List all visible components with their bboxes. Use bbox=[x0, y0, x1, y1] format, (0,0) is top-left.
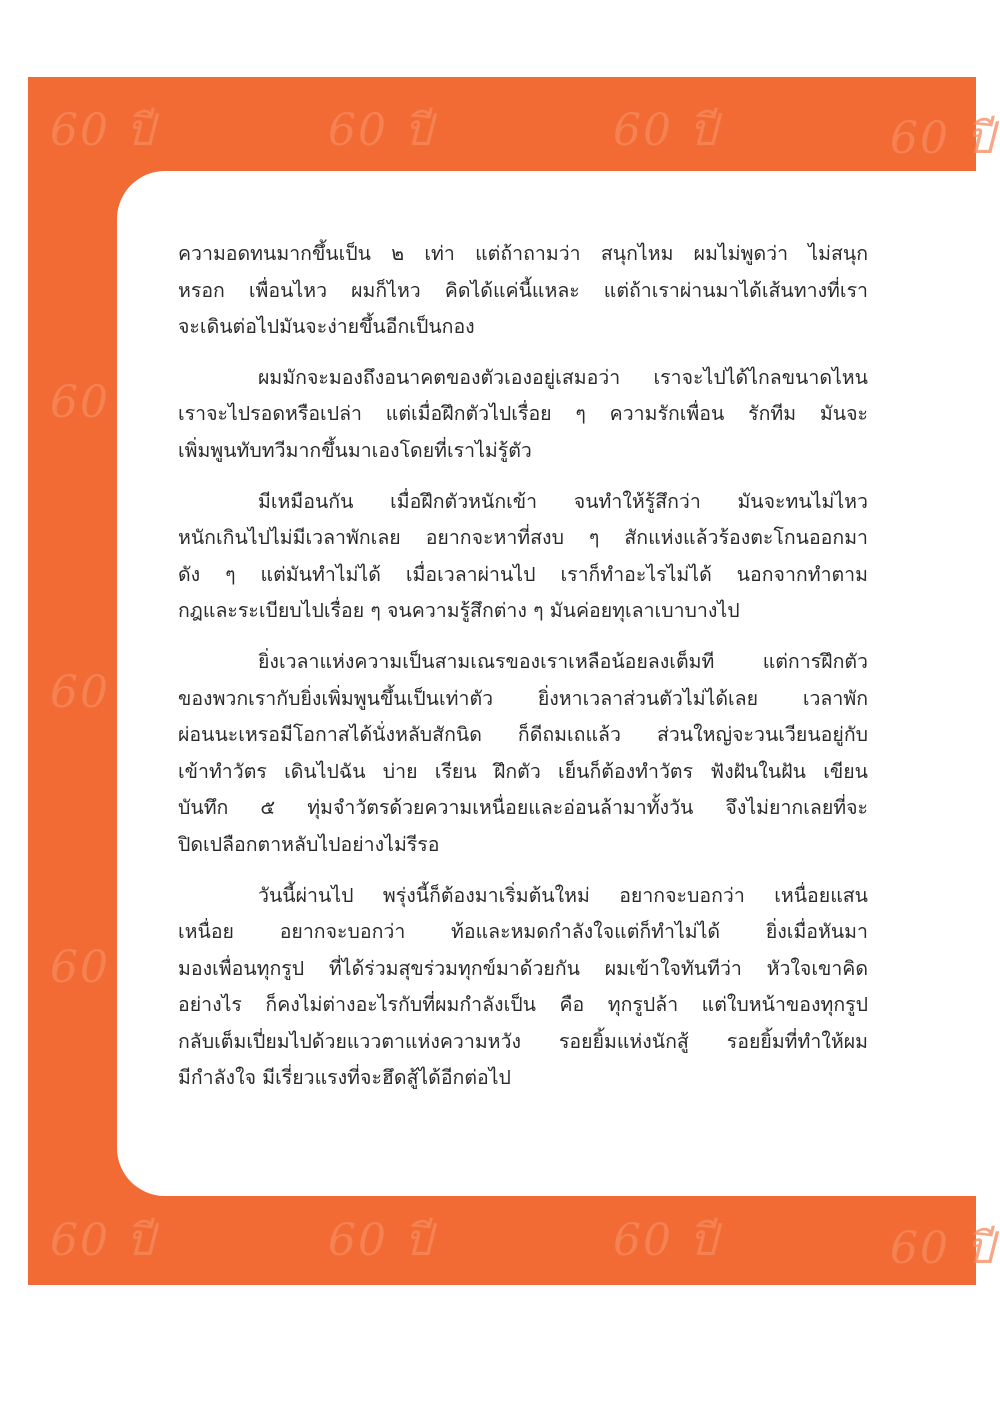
watermark-logo: 60 ปี bbox=[613, 105, 719, 156]
watermark-logo: 60 ปี bbox=[890, 113, 996, 164]
watermark-logo: 60 bbox=[50, 667, 110, 718]
paragraph bbox=[178, 236, 868, 346]
text-line: เหนื่อย อยากจะบอกว่า ท้อและหมดกำลังใจแต่ก็ทำไม่ได้ ยิ่งเมื่อหันมา bbox=[178, 920, 868, 944]
text-line: ผมมักจะมองถึงอนาคตของตัวเองอยู่เสมอว่า เราจะไปได้ไกลขนาดไหน bbox=[258, 365, 868, 389]
text-line: วันนี้ผ่านไป พรุ่งนี้ก็ต้องมาเริ่มต้นใหม่ อยากจะบอกว่า เหนื่อยแสน bbox=[258, 883, 868, 907]
text-line: เข้าทำวัตร เดินไปฉัน บ่าย เรียน ฝึกตัว เย็นก็ต้องทำวัตร ฟังฝันในฝัน เขียน bbox=[178, 759, 868, 783]
body-text bbox=[178, 236, 868, 1111]
watermark-logo: 60 ปี bbox=[50, 105, 156, 156]
text-line: ยิ่งเวลาแห่งความเป็นสามเณรของเราเหลือน้อยลงเต็มที แต่การฝึกตัว bbox=[258, 649, 868, 673]
paragraph bbox=[178, 360, 868, 470]
text-line: มีเหมือนกัน เมื่อฝึกตัวหนักเข้า จนทำให้รู้สึกว่า มันจะทนไม่ไหว bbox=[258, 489, 868, 513]
text-line: หรอก เพื่อนไหว ผมก็ไหว คิดได้แค่นี้แหละ แต่ถ้าเราผ่านมาได้เส้นทางที่เรา bbox=[178, 278, 868, 302]
text-line: จะเดินต่อไปมันจะง่ายขึ้นอีกเป็นกอง bbox=[178, 315, 475, 339]
text-line: เพิ่มพูนทับทวีมากขึ้นมาเองโดยที่เราไม่รู้ตัว bbox=[178, 438, 532, 462]
text-line: อย่างไร ก็คงไม่ต่างอะไรกับที่ผมกำลังเป็น คือ ทุกรูปล้า แต่ใบหน้าของทุกรูป bbox=[178, 993, 868, 1017]
text-line: เราจะไปรอดหรือเปล่า แต่เมื่อฝึกตัวไปเรื่อย ๆ ความรักเพื่อน รักทีม มันจะ bbox=[178, 402, 868, 426]
text-line: บันทึก ๕ ทุ่มจำวัตรด้วยความเหนื่อยและอ่อนล้ามาทั้งวัน จึงไม่ยากเลยที่จะ bbox=[178, 796, 868, 820]
text-line: หนักเกินไปไม่มีเวลาพักเลย อยากจะหาที่สงบ ๆ สักแห่งแล้วร้องตะโกนออกมา bbox=[178, 526, 868, 550]
watermark-logo: 60 ปี bbox=[50, 1215, 156, 1266]
text-line: กลับเต็มเปี่ยมไปด้วยแววตาแห่งความหวัง รอยยิ้มแห่งนักสู้ รอยยิ้มที่ทำให้ผม bbox=[178, 1029, 868, 1053]
watermark-logo: 60 bbox=[50, 942, 110, 993]
watermark-logo: 60 ปี bbox=[613, 1215, 719, 1266]
watermark-logo: 60 ปี bbox=[328, 105, 434, 156]
watermark-logo: 60 ปี bbox=[328, 1215, 434, 1266]
text-line: ดัง ๆ แต่มันทำไม่ได้ เมื่อเวลาผ่านไป เราก็ทำอะไรไม่ได้ นอกจากทำตาม bbox=[178, 562, 868, 586]
watermark-logo: 60 ปี bbox=[890, 1223, 996, 1274]
paragraph bbox=[178, 484, 868, 630]
text-line: มีกำลังใจ มีเรี่ยวแรงที่จะฮึดสู้ได้อีกต่อไป bbox=[178, 1066, 511, 1090]
text-line: ปิดเปลือกตาหลับไปอย่างไม่รีรอ bbox=[178, 832, 440, 856]
text-line: ผ่อนนะเหรอมีโอกาสได้นั่งหลับสักนิด ก็ดีถมเถแล้ว ส่วนใหญ่จะวนเวียนอยู่กับ bbox=[178, 723, 868, 747]
text-line: ของพวกเรากับยิ่งเพิ่มพูนขึ้นเป็นเท่าตัว ยิ่งหาเวลาส่วนตัวไม่ได้เลย เวลาพัก bbox=[178, 686, 868, 710]
text-line: มองเพื่อนทุกรูป ที่ได้ร่วมสุขร่วมทุกข์มาด้วยกัน ผมเข้าใจทันทีว่า หัวใจเขาคิด bbox=[178, 956, 868, 980]
paragraph bbox=[178, 644, 868, 864]
text-line: ความอดทนมากขึ้นเป็น ๒ เท่า แต่ถ้าถามว่า สนุกไหม ผมไม่พูดว่า ไม่สนุก bbox=[178, 242, 868, 265]
paragraph bbox=[178, 878, 868, 1098]
watermark-logo: 60 bbox=[50, 377, 110, 428]
text-line: กฎและระเบียบไปเรื่อย ๆ จนความรู้สึกต่าง ๆ มันค่อยทุเลาเบาบางไป bbox=[178, 599, 740, 623]
